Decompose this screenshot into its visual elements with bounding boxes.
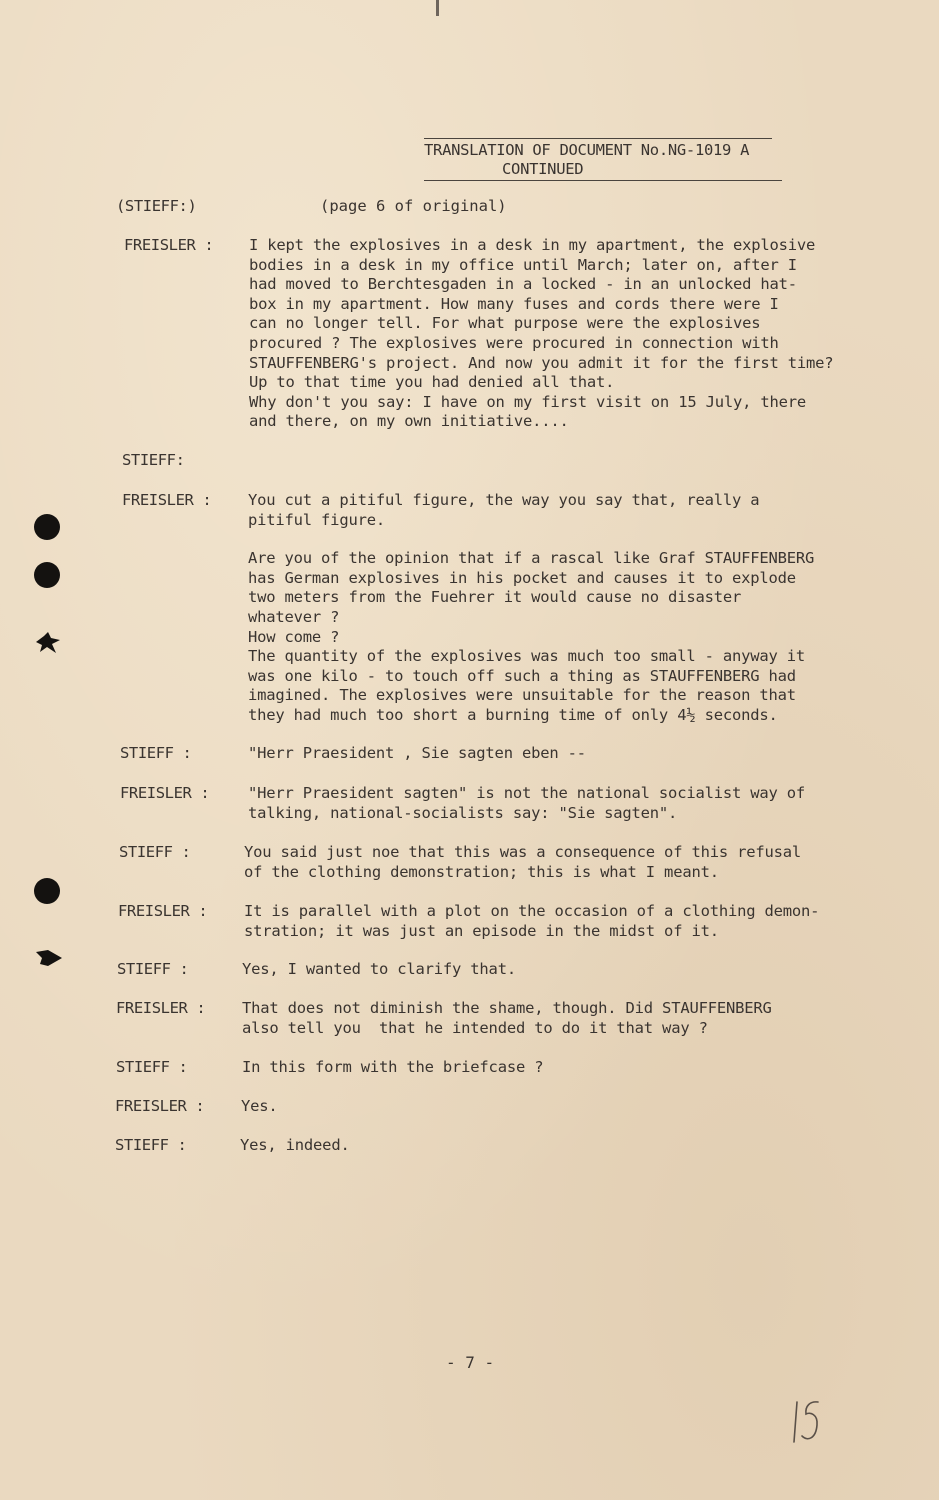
- dialogue-text: [244, 902, 864, 941]
- dialogue-paragraph: It is parallel with a plot on the occasion of a clothing demon- stration; it was just an episode in the midst of it.: [244, 902, 820, 940]
- dialogue-paragraph: Yes.: [241, 1097, 278, 1115]
- speaker-label: FREISLER :: [115, 1097, 205, 1115]
- speaker-label: STIEFF:: [122, 451, 185, 469]
- dialogue-paragraph: That does not diminish the shame, though. Did STAUFFENBERG also tell you that he intended to do it that way ?: [242, 999, 772, 1037]
- document-subtitle: CONTINUED: [502, 160, 584, 178]
- punch-hole-icon: [34, 514, 60, 540]
- dialogue-text: [249, 236, 869, 432]
- document-title: TRANSLATION OF DOCUMENT No.NG-1019 A: [424, 141, 750, 159]
- dialogue-text: [242, 960, 862, 980]
- torn-punch-hole-icon: [36, 948, 64, 970]
- punch-hole-icon: [34, 878, 60, 904]
- torn-punch-hole-icon: [34, 632, 62, 654]
- speaker-label: (STIEFF:): [116, 197, 197, 215]
- staple-mark: [436, 0, 439, 16]
- dialogue-text: [248, 491, 868, 726]
- dialogue-paragraph: Yes, I wanted to clarify that.: [242, 960, 516, 978]
- speaker-label: FREISLER :: [120, 784, 210, 802]
- dialogue-text: [244, 843, 864, 882]
- page-note: (page 6 of original): [320, 197, 507, 215]
- speaker-label: STIEFF :: [120, 744, 192, 762]
- dialogue-paragraph: Are you of the opinion that if a rascal like Graf STAUFFENBERG has German explosives in his pocket and causes it to explode two meters from the Fuehrer it would cause no disaster whatever ? How come ? The quantity of the explosives was much too small - anyway it was one kilo - to touch off such a thing as STAUFFENBERG had imagined. The explosives were unsuitable for the reason that they had much too short a burning time of only 4½ seconds.: [248, 549, 815, 724]
- dialogue-paragraph: You said just noe that this was a consequence of this refusal of the clothing demonstration; this is what I meant.: [244, 843, 802, 881]
- handwritten-page-mark: [790, 1398, 824, 1446]
- speaker-label: FREISLER :: [116, 999, 206, 1017]
- speaker-label: STIEFF :: [119, 843, 191, 861]
- page-number: - 7 -: [446, 1353, 495, 1372]
- dialogue-text: [242, 999, 862, 1038]
- dialogue-paragraph: "Herr Praesident sagten" is not the national socialist way of talking, national-socialists say: "Sie sagten".: [248, 784, 806, 822]
- dialogue-text: [240, 1136, 860, 1156]
- dialogue-text: [248, 784, 868, 823]
- speaker-label: STIEFF :: [115, 1136, 187, 1154]
- speaker-label: FREISLER :: [118, 902, 208, 920]
- dialogue-paragraph: I kept the explosives in a desk in my apartment, the explosive bodies in a desk in my office until March; later on, after I had moved to Berchtesgaden in a locked - in an unlocked hat- box in my apartment. How many fuses and cords there were I can no longer tell. For what purpose were the explosives procured ? The explosives were procured in connection with STAUFFENBERG's project. And now you admit it for the first time? Up to that time you had denied all that. Why don't you say: I have on my first visit on 15 July, there and there, on my own initiative....: [249, 236, 834, 431]
- dialogue-paragraph: In this form with the briefcase ?: [242, 1058, 544, 1076]
- dialogue-paragraph: You cut a pitiful figure, the way you say that, really a pitiful figure.: [248, 491, 760, 529]
- header-rule-bottom: [424, 180, 782, 181]
- header-rule-top: [424, 138, 772, 139]
- speaker-label: FREISLER :: [122, 491, 212, 509]
- dialogue-paragraph: Yes, indeed.: [240, 1136, 350, 1154]
- speaker-label: STIEFF :: [116, 1058, 188, 1076]
- speaker-label: STIEFF :: [117, 960, 189, 978]
- dialogue-text: [248, 744, 868, 764]
- speaker-label: FREISLER :: [124, 236, 214, 254]
- punch-hole-icon: [34, 562, 60, 588]
- dialogue-paragraph: "Herr Praesident , Sie sagten eben --: [248, 744, 586, 762]
- dialogue-text: [241, 1097, 861, 1117]
- dialogue-text: [242, 1058, 862, 1078]
